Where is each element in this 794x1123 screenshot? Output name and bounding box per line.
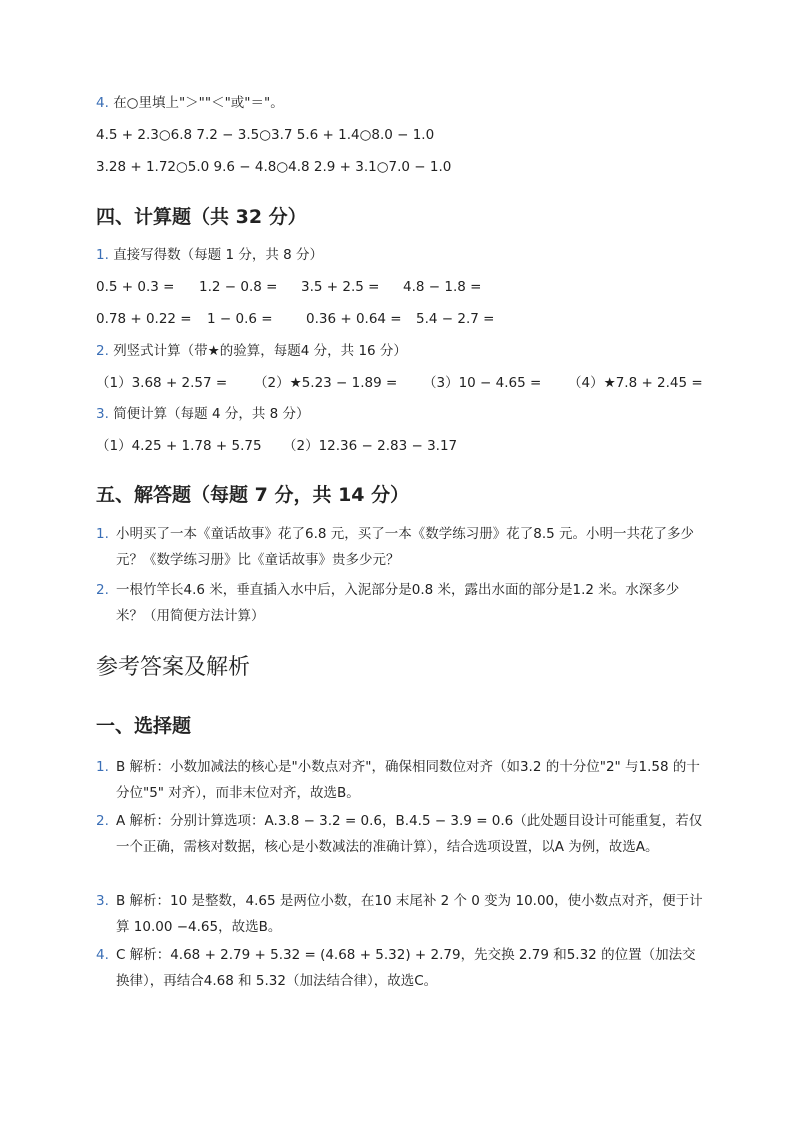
question-text: 在○里填上"＞""＜"或"＝"。 <box>113 95 284 111</box>
simplify-calc-item: （1）4.25 + 1.78 + 5.75 <box>96 438 262 454</box>
answer-number: 1. <box>96 759 109 775</box>
oral-calc-item: 1 − 0.6 = <box>207 311 273 327</box>
oral-calc-item: 5.4 − 2.7 = <box>416 311 495 327</box>
question-text: 一根竹竿长4.6 米，垂直插入水中后，入泥部分是0.8 米，露出水面的部分是1.2 米。水深多少米？（用简便方法计算） <box>116 582 680 624</box>
answer-2 <box>96 808 706 860</box>
answers-heading: 参考答案及解析 <box>96 655 251 680</box>
compare-row-2: 3.28 + 1.72○5.0 9.6 − 4.8○4.8 2.9 + 3.1○7.0 − 1.0 <box>96 159 452 175</box>
question-text: 小明买了一本《童话故事》花了6.8 元，买了一本《数学练习册》花了8.5 元。小明一共花了多少元？《数学练习册》比《童话故事》贵多少元？ <box>116 526 695 568</box>
sub-question-2-title <box>96 342 407 360</box>
simplify-calc-item: （2）12.36 − 2.83 − 3.17 <box>283 438 458 454</box>
oral-calc-item: 0.36 + 0.64 = <box>306 311 402 327</box>
oral-calc-item: 3.5 + 2.5 = <box>301 279 380 295</box>
section-heading-word-problems: 五、解答题（每题 7 分，共 14 分） <box>96 484 410 506</box>
compare-row-1: 4.5 + 2.3○6.8 7.2 − 3.5○3.7 5.6 + 1.4○8.0 − 1.0 <box>96 127 435 143</box>
question-text: 列竖式计算（带★的验算，每题4 分，共 16 分） <box>113 343 407 359</box>
question-number: 3. <box>96 406 109 422</box>
question-text: 直接写得数（每题 1 分，共 8 分） <box>113 247 324 263</box>
question-number: 1. <box>96 247 109 263</box>
oral-calc-item: 0.78 + 0.22 = <box>96 311 192 327</box>
answer-text: B 解析：小数加减法的核心是"小数点对齐"，确保相同数位对齐（如3.2 的十分位"2" 与1.58 的十分位"5" 对齐），而非末位对齐，故选B。 <box>116 759 700 801</box>
sub-question-3-title <box>96 405 310 423</box>
vertical-calc-item: （3）10 − 4.65 = <box>423 375 542 391</box>
question-number: 4. <box>96 95 109 111</box>
question-4-title <box>96 94 284 112</box>
word-problem-1 <box>96 521 706 573</box>
answer-number: 3. <box>96 893 109 909</box>
answer-text: C 解析：4.68 + 2.79 + 5.32 = (4.68 + 5.32) + 2.79，先交换 2.79 和5.32 的位置（加法交换律），再结合4.68 和 5.32（加法结合律），故选C。 <box>116 947 696 989</box>
section-heading-calculation: 四、计算题（共 32 分） <box>96 206 307 228</box>
oral-calc-item: 1.2 − 0.8 = <box>199 279 278 295</box>
oral-calc-item: 4.8 − 1.8 = <box>403 279 482 295</box>
vertical-calc-item: （4）★7.8 + 2.45 = <box>568 375 703 391</box>
question-number: 2. <box>96 582 109 598</box>
answer-text: A 解析：分别计算选项：A.3.8 − 3.2 = 0.6，B.4.5 − 3.9 = 0.6（此处题目设计可能重复，若仅一个正确，需核对数据，核心是小数减法的准确计算），结合选项设置，以A 为例，故选A。 <box>116 813 703 855</box>
answers-subheading-choice: 一、选择题 <box>96 715 192 737</box>
answer-3 <box>96 888 706 940</box>
vertical-calc-item: （1）3.68 + 2.57 = <box>96 375 228 391</box>
answer-number: 2. <box>96 813 109 829</box>
question-number: 2. <box>96 343 109 359</box>
oral-calc-item: 0.5 + 0.3 = <box>96 279 175 295</box>
vertical-calc-item: （2）★5.23 − 1.89 = <box>254 375 398 391</box>
answer-text: B 解析：10 是整数，4.65 是两位小数，在10 末尾补 2 个 0 变为 10.00，使小数点对齐，便于计算 10.00 −4.65，故选B。 <box>116 893 703 935</box>
sub-question-1-title <box>96 246 323 264</box>
answer-number: 4. <box>96 947 109 963</box>
question-text: 简便计算（每题 4 分，共 8 分） <box>113 406 310 422</box>
question-number: 1. <box>96 526 109 542</box>
word-problem-2 <box>96 577 706 629</box>
answer-1 <box>96 754 706 806</box>
answer-4 <box>96 942 706 994</box>
